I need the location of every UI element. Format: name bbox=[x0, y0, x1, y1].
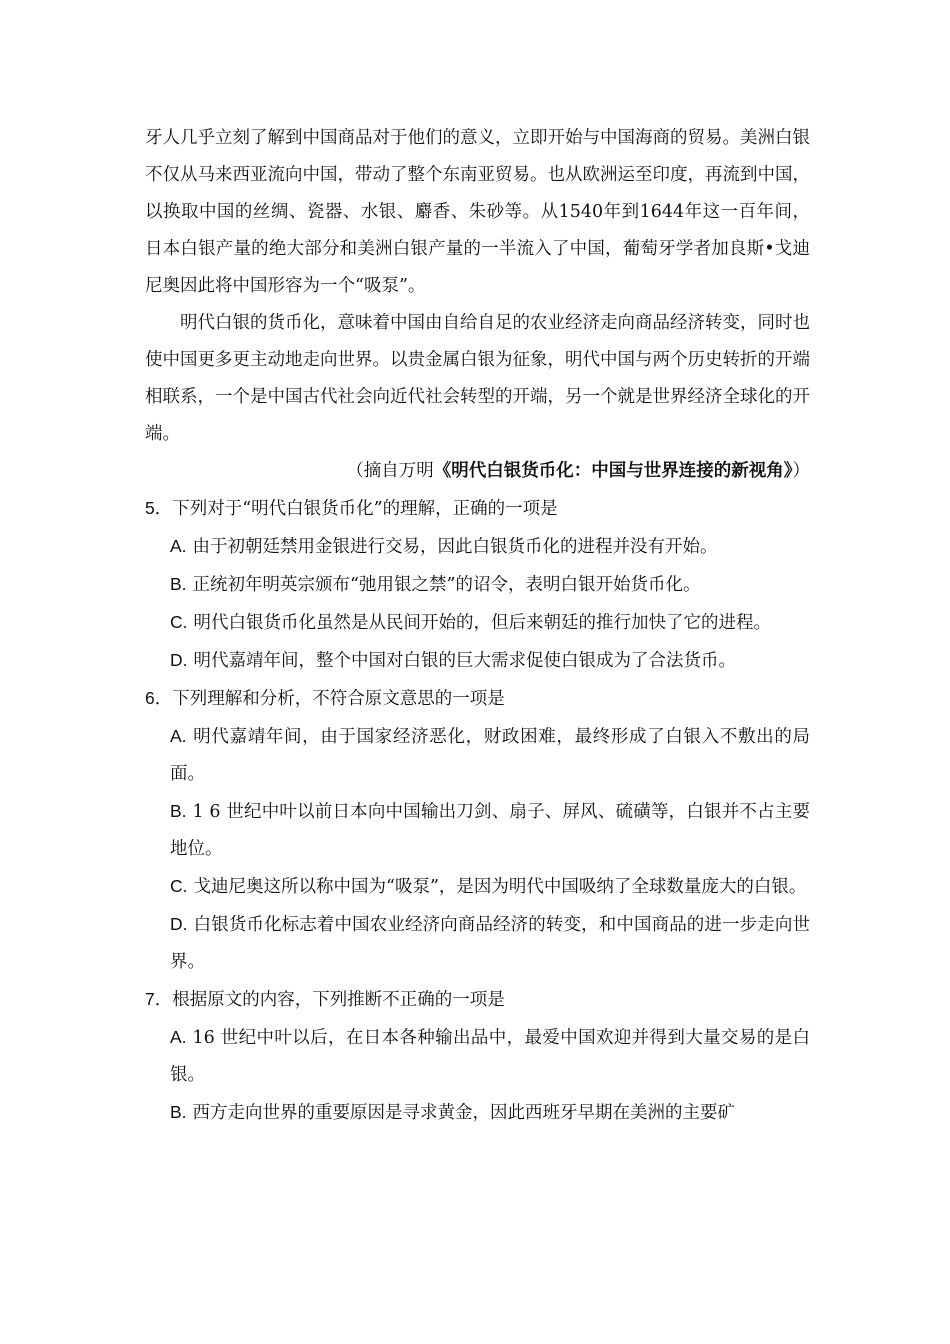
question-text: 下列对于“明代白银货币化”的理解，正确的一项是 bbox=[172, 499, 558, 519]
source-prefix: （摘自万明 bbox=[346, 461, 434, 481]
answer-option bbox=[145, 1019, 810, 1094]
question-stem bbox=[145, 680, 810, 718]
source-suffix: ） bbox=[792, 461, 810, 481]
option-text: 明代嘉靖年间，由于国家经济恶化，财政困难，最终形成了白银入不敷出的局面。 bbox=[170, 727, 810, 784]
source-citation bbox=[145, 453, 810, 490]
question-block bbox=[145, 490, 810, 680]
question-stem bbox=[145, 981, 810, 1019]
question-block bbox=[145, 680, 810, 981]
question-number: 6． bbox=[145, 688, 173, 708]
option-text: 西方走向世界的重要原因是寻求黄金，因此西班牙早期在美洲的主要矿 bbox=[192, 1103, 736, 1123]
option-text: 1 6 世纪中叶以前日本向中国输出刀剑、扇子、屏风、硫磺等，白银并不占主要地位。 bbox=[170, 802, 810, 859]
option-label: D. bbox=[170, 914, 188, 934]
passage-paragraph: 明代白银的货币化，意味着中国由自给自足的农业经济走向商品经济转变，同时也使中国更多更主动地走向世界。以贵金属白银为征象，明代中国与两个历史转折的开端相联系，一个是中国古代社会向近代社会转型的开端，另一个就是世界经济全球化的开端。 bbox=[145, 313, 810, 444]
option-label: B. bbox=[170, 574, 187, 594]
option-text: 正统初年明英宗颁布“弛用银之禁”的诏令，表明白银开始货币化。 bbox=[192, 575, 701, 595]
answer-option bbox=[145, 566, 810, 604]
answer-option bbox=[145, 642, 810, 680]
option-text: 明代白银货币化虽然是从民间开始的，但后来朝廷的推行加快了它的进程。 bbox=[193, 613, 771, 633]
option-label: A. bbox=[170, 536, 187, 556]
option-label: A. bbox=[170, 726, 187, 746]
option-label: C. bbox=[170, 612, 188, 632]
question-text: 根据原文的内容，下列推断不正确的一项是 bbox=[172, 990, 505, 1010]
passage-paragraph: 牙人几乎立刻了解到中国商品对于他们的意义，立即开始与中国海商的贸易。美洲白银不仅从马来西亚流向中国，带动了整个东南亚贸易。也从欧洲运至印度，再流到中国，以换取中国的丝绸、瓷器、水银、麝香、朱砂等。从1540年到1644年这一百年间，日本白银产量的绝大部分和美洲白银产量的一半流入了中国，葡萄牙学者加良斯•戈迪尼奥因此将中国形容为一个“吸泵”。 bbox=[145, 128, 810, 296]
option-label: C. bbox=[170, 876, 188, 896]
option-text: 由于初朝廷禁用金银进行交易，因此白银货币化的进程并没有开始。 bbox=[192, 537, 718, 557]
question-number: 7． bbox=[145, 989, 173, 1009]
answer-option bbox=[145, 528, 810, 566]
option-text: 戈迪尼奥这所以称中国为“吸泵”，是因为明代中国吸纳了全球数量庞大的白银。 bbox=[193, 877, 807, 897]
question-text: 下列理解和分析，不符合原文意思的一项是 bbox=[172, 689, 505, 709]
option-label: D. bbox=[170, 650, 188, 670]
question-list bbox=[145, 490, 810, 1132]
passage bbox=[145, 120, 810, 453]
source-title: 《明代白银货币化：中国与世界连接的新视角》 bbox=[433, 461, 793, 481]
option-label: B. bbox=[170, 801, 187, 821]
answer-option bbox=[145, 906, 810, 981]
answer-option bbox=[145, 604, 810, 642]
option-label: B. bbox=[170, 1102, 187, 1122]
answer-option bbox=[145, 793, 810, 868]
option-text: 明代嘉靖年间，整个中国对白银的巨大需求促使白银成为了合法货币。 bbox=[193, 651, 736, 671]
question-number: 5． bbox=[145, 498, 173, 518]
answer-option bbox=[145, 718, 810, 793]
answer-option bbox=[145, 868, 810, 906]
option-text: 16 世纪中叶以后，在日本各种输出品中，最爱中国欢迎并得到大量交易的是白银。 bbox=[170, 1028, 810, 1085]
document-page bbox=[145, 120, 810, 1132]
question-block bbox=[145, 981, 810, 1132]
answer-option bbox=[145, 1094, 810, 1132]
question-stem bbox=[145, 490, 810, 528]
option-label: A. bbox=[170, 1027, 187, 1047]
option-text: 白银货币化标志着中国农业经济向商品经济的转变，和中国商品的进一步走向世界。 bbox=[170, 915, 810, 972]
